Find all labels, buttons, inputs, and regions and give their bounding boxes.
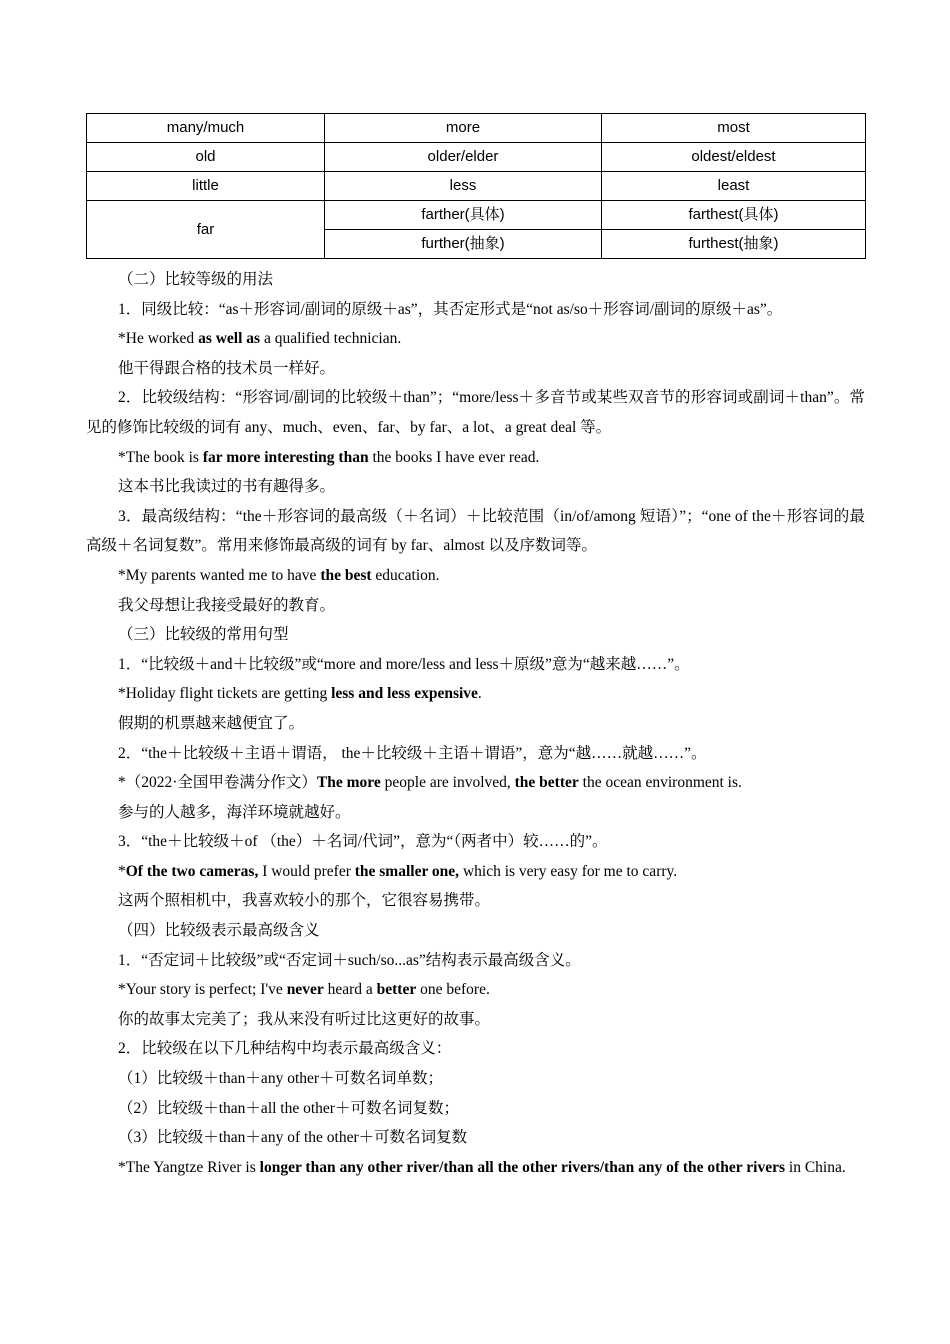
table-cell: least xyxy=(602,172,866,201)
example-translation: 你的故事太完美了；我从来没有听过比这更好的故事。 xyxy=(118,1010,491,1028)
example-sentence: *He worked as well as a qualified technician. xyxy=(118,330,402,348)
example-translation: 参与的人越多，海洋环境就越好。 xyxy=(118,803,351,821)
table-row xyxy=(87,143,866,172)
example-translation: 这两个照相机中，我喜欢较小的那个，它很容易携带。 xyxy=(118,892,491,910)
rule-paragraph: 2．比较级在以下几种结构中均表示最高级含义： xyxy=(118,1040,452,1058)
example-sentence: *Your story is perfect; I've never heard a better one before. xyxy=(118,981,490,999)
example-translation: 这本书比我读过的书有趣得多。 xyxy=(118,478,336,496)
example-sentence: *（2022·全国甲卷满分作文）The more people are involved, the better the ocean environment is. xyxy=(118,774,742,792)
example-translation: 我父母想让我接受最好的教育。 xyxy=(118,596,336,614)
rule-paragraph: 1．“否定词＋比较级”或“否定词＋such/so...as”结构表示最高级含义。 xyxy=(118,951,581,969)
table-row xyxy=(87,114,866,143)
comparison-forms-table xyxy=(86,113,866,259)
section-heading: （三）比较级的常用句型 xyxy=(118,626,289,644)
example-sentence: *Holiday flight tickets are getting less and less expensive. xyxy=(118,685,482,703)
example-translation: 假期的机票越来越便宜了。 xyxy=(118,714,305,732)
list-item: （1）比较级＋than＋any other＋可数名词单数； xyxy=(118,1070,444,1088)
rule-paragraph: 2．“the＋比较级＋主语＋谓语， the＋比较级＋主语＋谓语”，意为“越……就越……”。 xyxy=(118,744,707,762)
rule-paragraph: 2．比较级结构：“形容词/副词的比较级＋than”；“more/less＋多音节或某些双音节的形容词或副词＋than”。常见的修饰比较级的词有 any、much、even、far、by far、a lot、a great deal 等。 xyxy=(86,389,865,436)
table-cell: far xyxy=(87,201,325,259)
example-sentence: *Of the two cameras, I would prefer the smaller one, which is very easy for me to carry. xyxy=(118,862,678,880)
rule-paragraph: 1．同级比较：“as＋形容词/副词的原级＋as”，其否定形式是“not as/so＋形容词/副词的原级＋as”。 xyxy=(118,300,783,318)
table-cell: more xyxy=(325,114,602,143)
example-sentence: *The book is far more interesting than the books I have ever read. xyxy=(118,448,540,466)
rule-paragraph: 1．“比较级＋and＋比较级”或“more and more/less and less＋原级”意为“越来越……”。 xyxy=(118,655,690,673)
example-sentence: *The Yangtze River is longer than any other river/than all the other rivers/than any of the other rivers in China. xyxy=(118,1158,846,1176)
table-cell: farthest(具体) xyxy=(602,201,866,230)
section-heading: （四）比较级表示最高级含义 xyxy=(118,922,320,940)
rule-paragraph: 3．最高级结构：“the＋形容词的最高级（＋名词）＋比较范围（in/of/among 短语）”；“one of the＋形容词的最高级＋名词复数”。常用来修饰最高级的词有 by far、almost 以及序数词等。 xyxy=(86,507,865,555)
table-cell: older/elder xyxy=(325,143,602,172)
table-cell: further(抽象) xyxy=(325,230,602,259)
table-cell: farther(具体) xyxy=(325,201,602,230)
list-item: （3）比较级＋than＋any of the other＋可数名词复数 xyxy=(118,1129,468,1147)
table-cell: oldest/eldest xyxy=(602,143,866,172)
table-cell: furthest(抽象) xyxy=(602,230,866,259)
table-row xyxy=(87,201,866,230)
rule-paragraph: 3．“the＋比较级＋of （the）＋名词/代词”，意为“（两者中）较……的”。 xyxy=(118,833,608,851)
section-heading: （二）比较等级的用法 xyxy=(118,271,274,288)
list-item: （2）比较级＋than＋all the other＋可数名词复数； xyxy=(118,1099,459,1117)
example-translation: 他干得跟合格的技术员一样好。 xyxy=(118,359,336,377)
table-cell: most xyxy=(602,114,866,143)
document-page xyxy=(86,113,865,1182)
table-cell: old xyxy=(87,143,325,172)
table-row xyxy=(87,172,866,201)
table-cell: many/much xyxy=(87,114,325,143)
table-cell: little xyxy=(87,172,325,201)
example-sentence: *My parents wanted me to have the best education. xyxy=(118,566,440,584)
document-body xyxy=(86,265,865,1182)
table-cell: less xyxy=(325,172,602,201)
